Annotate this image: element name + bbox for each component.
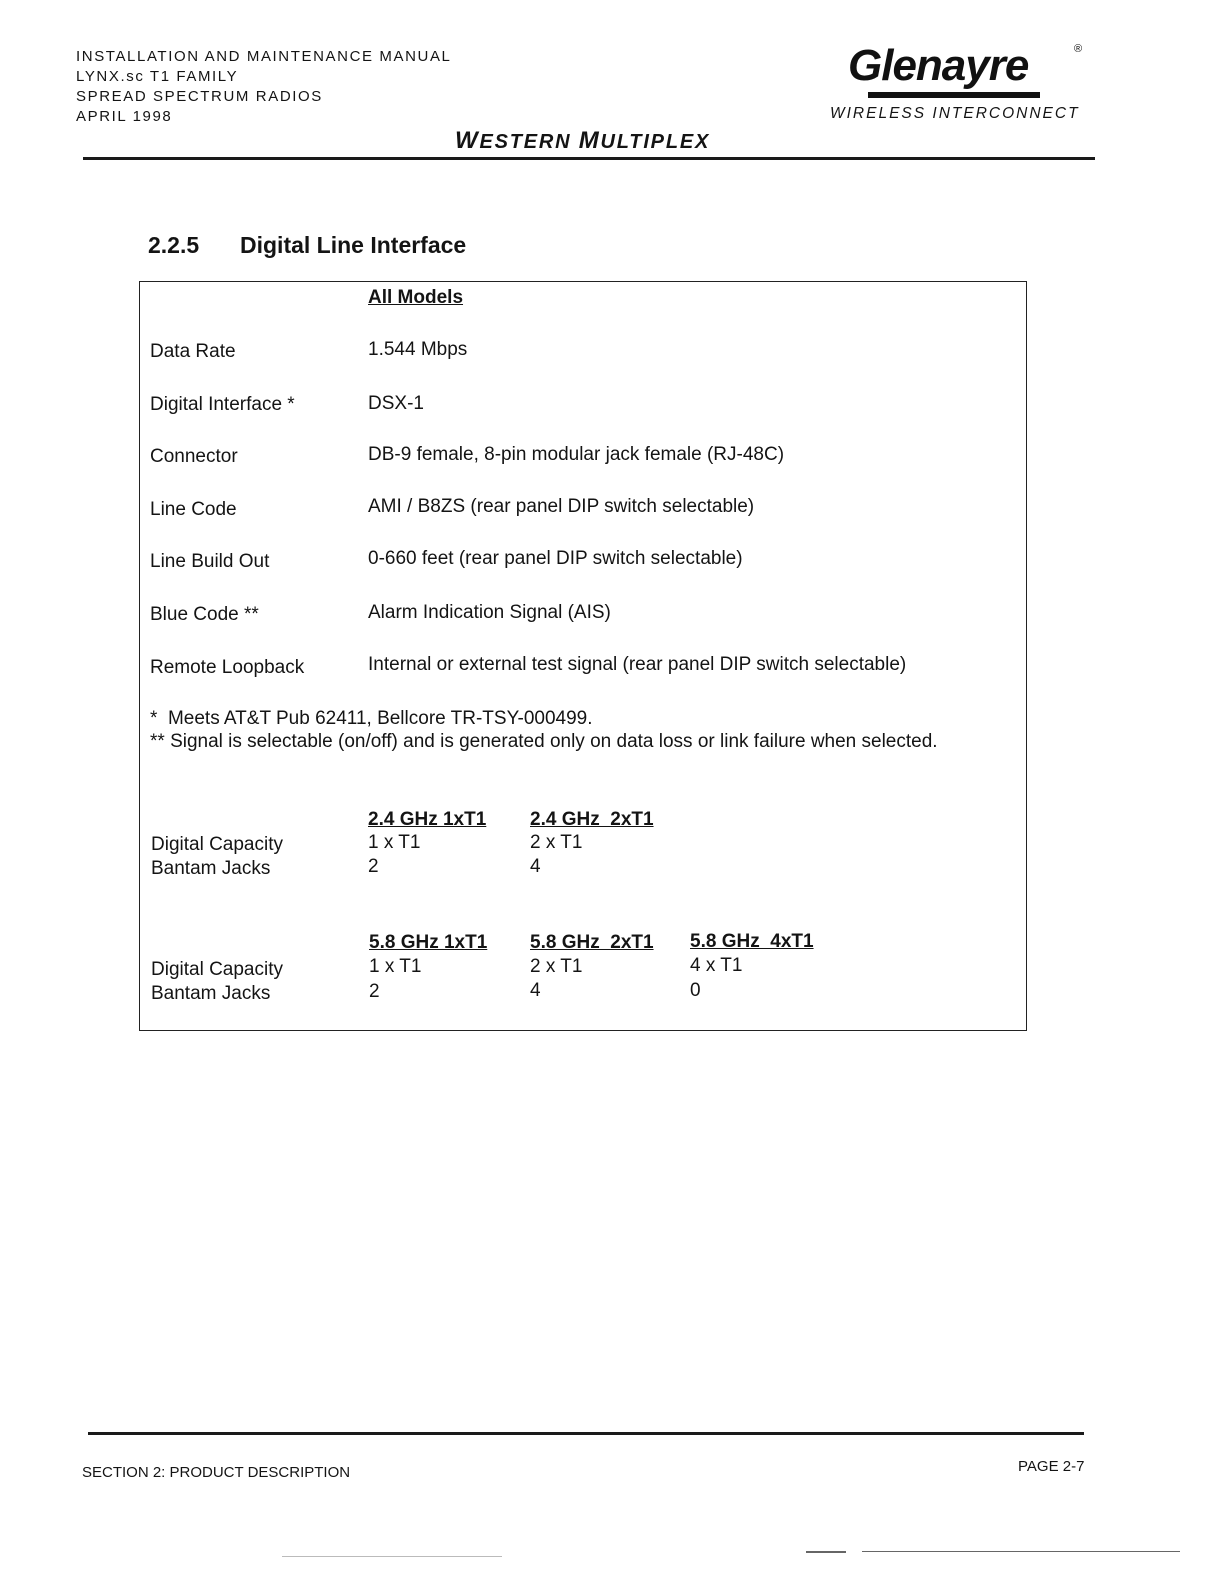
spec-value: AMI / B8ZS (rear panel DIP switch selectable) [368,496,755,517]
spec-label: Line Build Out [150,551,270,572]
company-name: WESTERN MULTIPLEX [455,127,711,154]
capacity-row-label: Digital Capacity [151,959,283,980]
capacity-cell: 1 x T1 [368,832,421,853]
capacity-cell: 4 x T1 [690,955,743,976]
scan-artifact [862,1551,1180,1552]
capacity-column-header: 5.8 GHz 2xT1 [530,932,654,953]
spec-value: DB-9 female, 8-pin modular jack female (RJ-48C) [368,444,785,465]
footer-rule [88,1432,1084,1435]
spec-label: Digital Interface * [150,394,295,415]
publication-date: APRIL 1998 [76,108,173,125]
document-header [76,47,452,127]
section-number: 2.2.5 [148,232,200,258]
all-models-heading: All Models [368,287,464,308]
capacity-cell: 4 [530,980,541,1001]
capacity-cell: 1 x T1 [369,956,422,977]
spec-label: Line Code [150,499,237,520]
glenayre-logo [826,38,1088,128]
capacity-cell: 2 x T1 [530,832,583,853]
section-heading [148,232,466,259]
capacity-cell: 0 [690,980,701,1001]
footnote-double-asterisk: ** Signal is selectable (on/off) and is generated only on data loss or link failure when selected. [150,731,938,752]
spec-value: DSX-1 [368,393,424,414]
registered-mark: ® [1074,43,1083,55]
capacity-column-header: 2.4 GHz 1xT1 [368,809,487,830]
glenayre-logo-mark [846,38,1086,104]
product-family: LYNX.sc T1 FAMILY [76,68,239,85]
capacity-cell: 2 [369,981,380,1002]
spec-value: 0-660 feet (rear panel DIP switch selectable) [368,548,743,569]
logo-tagline: WIRELESS INTERCONNECT [830,105,1080,122]
page-number: PAGE 2-7 [1018,1458,1085,1475]
product-type: SPREAD SPECTRUM RADIOS [76,88,323,105]
header-rule [83,157,1095,160]
footer-section: SECTION 2: PRODUCT DESCRIPTION [82,1464,351,1481]
spec-label: Remote Loopback [150,657,305,678]
capacity-row-label: Digital Capacity [151,834,283,855]
capacity-row-label: Bantam Jacks [151,858,271,879]
capacity-column-header: 5.8 GHz 1xT1 [369,932,488,953]
capacity-cell: 2 [368,856,379,877]
capacity-cell: 4 [530,856,541,877]
spec-label: Blue Code ** [150,604,259,625]
footnote-single-asterisk: * Meets AT&T Pub 62411, Bellcore TR-TSY-000499. [150,708,593,729]
manual-title: INSTALLATION AND MAINTENANCE MANUAL [76,48,452,65]
capacity-cell: 2 x T1 [530,956,583,977]
scan-artifact [282,1556,502,1557]
spec-value: Alarm Indication Signal (AIS) [368,602,611,623]
spec-value: 1.544 Mbps [368,339,468,360]
logo-underline [868,92,1040,98]
capacity-row-label: Bantam Jacks [151,983,271,1004]
logo-wordmark: Glenayre [848,41,1029,90]
spec-label: Data Rate [150,341,236,362]
capacity-column-header: 2.4 GHz 2xT1 [530,809,654,830]
capacity-column-header: 5.8 GHz 4xT1 [690,931,814,952]
spec-value: Internal or external test signal (rear panel DIP switch selectable) [368,654,907,675]
spec-label: Connector [150,446,238,467]
section-title: Digital Line Interface [240,232,467,258]
scan-artifact [806,1551,846,1553]
